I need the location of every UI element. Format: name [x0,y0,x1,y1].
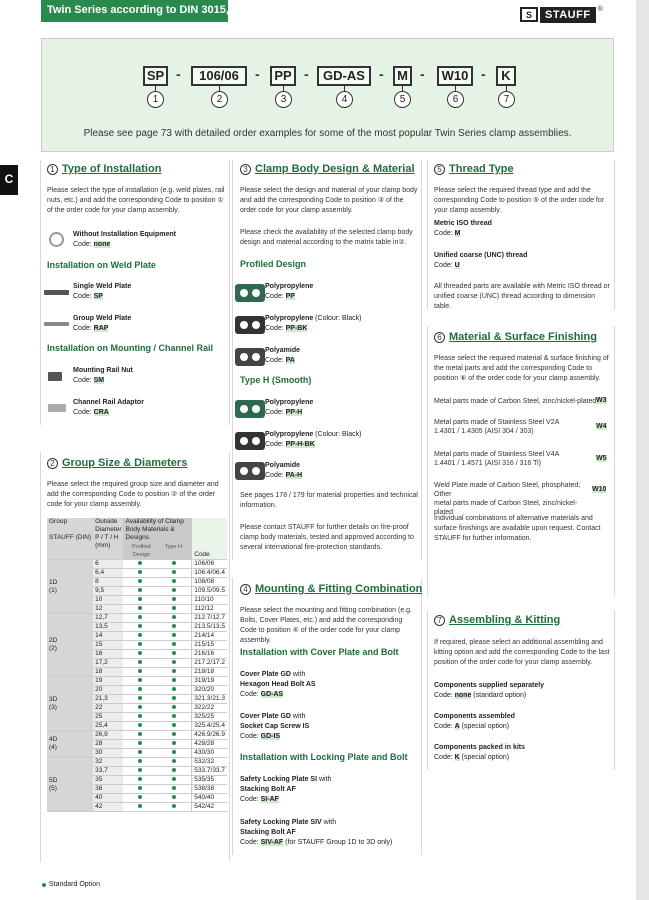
type-h-heading: Type H (Smooth) [240,375,312,385]
standard-option-dot-icon [172,615,176,619]
code-segment-5: M [393,66,412,86]
clamp-pp-icon [235,284,265,302]
section-7-text: If required, please select an additional assembling and kitting option and add the corresponding Code to the last position of the order code for your clamp assembly. [434,639,610,666]
standard-option-dot-icon [172,777,176,781]
standard-option-dot-icon [172,696,176,700]
availability-cell [157,587,192,596]
cover-plate-heading: Installation with Cover Plate and Bolt [240,647,399,657]
assembly-kits-item: Components packed in kits Code: K (special option) [434,744,526,761]
availability-cell [157,767,192,776]
rail-nut-item: Mounting Rail Nut Code: SM [73,367,133,384]
diameter-cell: 15 [93,641,123,650]
order-examples-note: Please see page 73 with detailed order examples for some of the most popular Twin Series clamp assemblies. [83,128,572,139]
code-dash: - [304,66,309,82]
availability-cell [123,623,156,632]
section-3-text-4: Please contact STAUFF for further details on fire-proof clamp body materials, tested and approved according to several international fire-protection standards. [240,524,414,551]
section-1-title: 1 Type of Installation [47,163,161,175]
code-cell: 426.9/26.9 [192,731,227,740]
code-dash: - [176,66,181,82]
diameter-cell: 22 [93,704,123,713]
section-3-text: Please select the design and material of your clamp body and add the corresponding Code to position ③ of the order code for your clamp assembly. [240,187,418,214]
availability-cell [123,677,156,686]
diameter-cell: 8 [93,578,123,587]
position-number-5: 5 [394,91,411,108]
lock-si-af-item: Safety Locking Plate SI with Stacking Bolt AF Code: SI-AF [240,776,332,803]
standard-option-dot-icon [138,561,142,565]
standard-option-dot-icon [138,741,142,745]
legend-label: Standard Option [49,881,100,888]
section-7-title: 7 Assembling & Kitting [434,614,560,626]
standard-option-dot-icon [172,678,176,682]
rail-adaptor-item: Channel Rail Adaptor Code: CRA [73,399,144,416]
material-w10-code: W10 [592,486,607,493]
diameter-cell: 33,7 [93,767,123,776]
code-cell: 430/30 [192,749,227,758]
availability-cell [123,650,156,659]
availability-cell [123,713,156,722]
group-cell: 2D (2) [47,614,93,677]
availability-cell [123,695,156,704]
standard-option-dot-icon [172,732,176,736]
rail-nut-icon [48,372,62,381]
diameter-cell: 21,3 [93,695,123,704]
standard-option-dot-icon [172,750,176,754]
material-w5-row: Metal parts made of Stainless Steel V4A 1.4401 / 1.4571 (AISI 316 / 316 Ti) [434,451,560,467]
code-cell: 106/06 [192,560,227,569]
code-cell: 322/22 [192,704,227,713]
position-number-3: 3 [275,91,292,108]
section-5-text-2: All threaded parts are available with Metric ISO thread or unified coarse (UNC) thread according to dimension table. [434,283,610,310]
diameter-cell: 12 [93,605,123,614]
availability-cell [157,569,192,578]
section-4-text: Please select the mounting and fitting combination (e.g. Bolts, Cover Plates, etc.) and add the corresponding Code to position ④ of the order code for your clamp assembly. [240,607,412,644]
section-6-text: Please select the required material & surface finishing of the metal parts and add the corresponding Code to position ⑥ of the order code for your clamp assembly. [434,355,609,382]
code-cell: 320/20 [192,686,227,695]
availability-cell [123,722,156,731]
diameter-cell: 25 [93,713,123,722]
standard-option-dot-icon [172,606,176,610]
profiled-pp-item: Polypropylene Code: PP [265,283,314,300]
profiled-pa-item: Polyamide Code: PA [265,347,301,364]
diameter-cell: 25,4 [93,722,123,731]
standard-option-dot-icon [172,714,176,718]
code-cell: 110/10 [192,596,227,605]
registered-mark: ® [597,6,603,13]
no-entry-icon [49,232,64,247]
standard-option-dot-icon [138,588,142,592]
diameter-cell: 42 [93,803,123,812]
table-row [47,560,227,569]
standard-option-dot-icon [138,642,142,646]
standard-option-dot-icon [172,786,176,790]
diameter-cell: 17,2 [93,659,123,668]
code-cell: 212.7/12.7 [192,614,227,623]
profiled-pp-bk-item: Polypropylene (Colour: Black) Code: PP-BK [265,315,362,332]
standard-option-dot-icon [138,795,142,799]
code-cell: 215/15 [192,641,227,650]
code-cell: 321.3/21.3 [192,695,227,704]
single-weld-plate-item: Single Weld Plate Code: SP [73,283,132,300]
availability-cell [123,686,156,695]
standard-option-dot-icon [138,714,142,718]
section-6-title: 6 Material & Surface Finishing [434,331,597,343]
code-cell: 108/08 [192,578,227,587]
standard-option-dot-icon [172,804,176,808]
code-cell: 542/42 [192,803,227,812]
availability-cell [157,650,192,659]
assembly-assembled-item: Components assembled Code: A (special option) [434,713,515,730]
rail-heading: Installation on Mounting / Channel Rail [47,343,213,353]
standard-option-dot-icon [138,678,142,682]
material-w5-code: W5 [596,455,607,462]
standard-option-dot-icon [172,561,176,565]
standard-option-dot-icon [138,759,142,763]
weld-plate-heading: Installation on Weld Plate [47,260,156,270]
code-cell: 106.4/06.4 [192,569,227,578]
code-dash: - [481,66,486,82]
availability-cell [123,794,156,803]
code-cell: 216/16 [192,650,227,659]
code-cell: 218/18 [192,668,227,677]
standard-option-dot-icon [172,642,176,646]
typeh-pp-bk-item: Polypropylene (Colour: Black) Code: PP-H-BK [265,431,362,448]
availability-cell [123,578,156,587]
availability-cell [157,596,192,605]
material-w3-row: Metal parts made of Carbon Steel, zinc/nickel-plated [434,398,597,405]
cover-gd-is-item: Cover Plate GD with Socket Cap Screw IS Code: GD-IS [240,713,310,740]
standard-option-dot-icon [138,786,142,790]
standard-option-dot-icon [138,579,142,583]
group-cell: 1D (1) [47,560,93,614]
table-row [47,677,227,686]
standard-option-dot-icon [138,750,142,754]
diameter-cell: 13,5 [93,623,123,632]
standard-option-dot-icon [172,570,176,574]
position-number-6: 6 [447,91,464,108]
standard-option-dot-icon [138,615,142,619]
typeh-pa-item: Polyamide Code: PA-H [265,462,303,479]
profiled-design-heading: Profiled Design [240,259,307,269]
clamp-pp-h-bk-icon [235,432,265,450]
cover-gd-as-item: Cover Plate GD with Hexagon Head Bolt AS Code: GD-AS [240,671,316,698]
code-cell: 538/38 [192,785,227,794]
section-5-text: Please select the required thread type and add the corresponding Code to position ⑤ of the order code for your clamp assembly. [434,187,605,214]
no-installation-item: Without Installation Equipment Code: none [73,231,176,248]
section-2-title: 2 Group Size & Diameters [47,457,187,469]
availability-cell [123,587,156,596]
lock-siv-af-item: Safety Locking Plate SIV with Stacking Bolt AF Code: SIV-AF (for STAUFF Group 1D to 3D only) [240,819,393,846]
material-w3-code: W3 [596,397,607,404]
code-dash: - [420,66,425,82]
locking-plate-heading: Installation with Locking Plate and Bolt [240,752,408,762]
availability-cell [157,749,192,758]
availability-cell [123,659,156,668]
section-3-title: 3 Clamp Body Design & Material [240,163,415,175]
availability-cell [157,632,192,641]
availability-cell [123,758,156,767]
page-header: Twin Series according to DIN 3015, Part 3 [41,0,228,22]
table-row [47,758,227,767]
code-segment-7: K [496,66,516,86]
standard-option-dot-icon [138,696,142,700]
standard-option-dot-icon [138,687,142,691]
group-weld-plate-icon [44,322,69,326]
availability-cell [157,560,192,569]
standard-option-dot-icon [172,705,176,709]
standard-option-dot-icon [172,669,176,673]
code-cell: 213.5/13.5 [192,623,227,632]
availability-cell [157,578,192,587]
code-cell: 325.4/25.4 [192,722,227,731]
standard-option-dot-icon [138,705,142,709]
availability-cell [123,632,156,641]
availability-cell [123,776,156,785]
availability-cell [157,758,192,767]
standard-option-dot-icon [172,795,176,799]
page-edge-bar [636,0,649,900]
diameter-cell: 6 [93,560,123,569]
standard-option-dot-icon [138,723,142,727]
standard-option-dot-icon [172,687,176,691]
stauff-logo [520,6,618,23]
availability-cell [123,704,156,713]
material-w4-row: Metal parts made of Stainless Steel V2A 1.4301 / 1.4305 (AISI 304 / 303) [434,419,560,435]
availability-cell [157,785,192,794]
availability-cell [157,776,192,785]
availability-cell [157,704,192,713]
availability-cell [157,605,192,614]
section-3-text-3: See pages 178 / 179 for material properties and technical information. [240,492,418,509]
standard-option-dot-icon [138,768,142,772]
code-dash: - [379,66,384,82]
availability-cell [157,794,192,803]
diameter-cell: 26,9 [93,731,123,740]
diameter-cell: 40 [93,794,123,803]
availability-cell [123,803,156,812]
single-weld-plate-icon [44,290,69,295]
standard-option-dot-icon [172,588,176,592]
availability-cell [157,740,192,749]
standard-option-dot-icon [138,777,142,781]
standard-option-dot-icon [138,732,142,736]
clamp-pa-h-icon [235,462,265,480]
code-segment-1: SP [143,66,168,86]
section-5-title: 5 Thread Type [434,163,514,175]
diameter-cell: 20 [93,686,123,695]
clamp-pp-bk-icon [235,316,265,334]
standard-option-dot-icon [138,633,142,637]
clamp-pp-h-icon [235,400,265,418]
standard-option-dot-icon [172,633,176,637]
standard-option-dot-icon [172,759,176,763]
availability-cell [123,731,156,740]
availability-cell [157,677,192,686]
availability-cell [123,767,156,776]
availability-cell [157,641,192,650]
standard-option-dot-icon [172,660,176,664]
standard-option-dot-icon [172,651,176,655]
group-size-table: Group STAUFF (DIN) Outside Diameter P / T / H (mm) Availability of Clamp Body Materials & Designs Profiled Design Type H Code 1D (1) 6 106/06 6,4 106.4/06.4 8 108/08 9,5 109.5/09.5 10 110/10 12 112/12 2D (2) 12,7 212.7/12.7 13,5 213.5/13.5 14 214/14 15 215/15 16 216/16 17,2 217.2/17.2 18 218/18 3D (3) 19 319/19 20 320/20 21,3 321.3/21.3 22 322/22 25 325/25 25,4 325.4/25.4 4D (4) 26,9 426.9/26.9 28 428/28 30 430/30 5D (5) 32 532/32 33,7 533.7/33.7 35 535/35 38 538/38 40 540/40 42 542/42 [47,518,227,812]
code-cell: 217.2/17.2 [192,659,227,668]
diameter-cell: 9,5 [93,587,123,596]
code-cell: 214/14 [192,632,227,641]
standard-option-dot-icon [172,741,176,745]
standard-option-dot-icon [172,579,176,583]
section-1-text: Please select the type of installation (e.g. weld plates, rail nuts, etc.) and add the corresponding Code to position ① of the order code for your clamp assembly. [47,187,225,214]
assembly-separate-item: Components supplied separately Code: none (standard option) [434,682,545,699]
section-3-text-2: Please check the availability of the selected clamp body design and material according to the matrix table in②. [240,229,413,246]
diameter-cell: 28 [93,740,123,749]
availability-cell [123,560,156,569]
clamp-pa-icon [235,348,265,366]
availability-cell [123,641,156,650]
code-cell: 535/35 [192,776,227,785]
standard-option-dot-icon [42,883,46,887]
code-cell: 112/12 [192,605,227,614]
logo-text: STAUFF [540,7,596,23]
diameter-cell: 14 [93,632,123,641]
code-segment-4: GD-AS [317,66,371,86]
chapter-tab: C [0,165,18,195]
material-w4-code: W4 [596,423,607,430]
section-4-title: 4 Mounting & Fitting Combination [240,583,422,595]
section-2-text: Please select the required group size and diameter and add the corresponding Code to position ② of the order code for your clamp assembly. [47,481,219,508]
standard-option-dot-icon [138,570,142,574]
standard-option-dot-icon [138,597,142,601]
availability-cell [123,569,156,578]
availability-cell [157,668,192,677]
position-number-1: 1 [147,91,164,108]
diameter-cell: 19 [93,677,123,686]
code-segment-3: PP [270,66,296,86]
rail-adaptor-icon [48,404,66,412]
availability-cell [157,686,192,695]
standard-option-dot-icon [172,768,176,772]
code-cell: 540/40 [192,794,227,803]
typeh-pp-item: Polypropylene Code: PP-H [265,399,314,416]
availability-cell [123,749,156,758]
legend [42,881,100,888]
code-cell: 319/19 [192,677,227,686]
code-cell: 109.5/09.5 [192,587,227,596]
availability-cell [123,605,156,614]
availability-cell [157,623,192,632]
availability-cell [157,659,192,668]
diameter-cell: 16 [93,650,123,659]
availability-cell [123,668,156,677]
diameter-cell: 38 [93,785,123,794]
availability-cell [157,722,192,731]
diameter-cell: 18 [93,668,123,677]
position-number-7: 7 [498,91,515,108]
group-weld-plate-item: Group Weld Plate Code: RAP [73,315,132,332]
standard-option-dot-icon [138,651,142,655]
code-cell: 532/32 [192,758,227,767]
diameter-cell: 10 [93,596,123,605]
group-cell: 4D (4) [47,731,93,758]
diameter-cell: 32 [93,758,123,767]
availability-cell [157,731,192,740]
group-cell: 3D (3) [47,677,93,731]
diameter-cell: 35 [93,776,123,785]
availability-cell [123,740,156,749]
material-w10-row: Weld Plate made of Carbon Steel, phosphated; Other metal parts made of Carbon Steel, zinc/nickel-plated [434,482,581,516]
availability-cell [123,614,156,623]
code-segment-6: W10 [437,66,473,86]
standard-option-dot-icon [138,606,142,610]
code-segment-2: 106/06 [191,66,247,86]
availability-cell [157,614,192,623]
position-number-2: 2 [211,91,228,108]
thread-metric-item: Metric ISO thread Code: M [434,220,492,237]
standard-option-dot-icon [172,723,176,727]
standard-option-dot-icon [172,624,176,628]
diameter-cell: 12,7 [93,614,123,623]
group-cell: 5D (5) [47,758,93,812]
logo-mark-icon: S [520,7,538,22]
table-row [47,731,227,740]
diameter-cell: 30 [93,749,123,758]
code-cell: 325/25 [192,713,227,722]
standard-option-dot-icon [138,660,142,664]
availability-cell [157,803,192,812]
position-number-4: 4 [336,91,353,108]
standard-option-dot-icon [138,669,142,673]
standard-option-dot-icon [138,624,142,628]
availability-cell [123,785,156,794]
standard-option-dot-icon [138,804,142,808]
thread-unc-item: Unified coarse (UNC) thread Code: U [434,252,528,269]
standard-option-dot-icon [172,597,176,601]
table-row [47,614,227,623]
code-cell: 533.7/33.7 [192,767,227,776]
diameter-cell: 6,4 [93,569,123,578]
availability-cell [123,596,156,605]
code-cell: 428/28 [192,740,227,749]
availability-cell [157,713,192,722]
code-dash: - [255,66,260,82]
availability-cell [157,695,192,704]
section-6-text-2: Individual combinations of alternative materials and surface finishings are available upon request. Contact STAUFF for further information. [434,515,601,542]
